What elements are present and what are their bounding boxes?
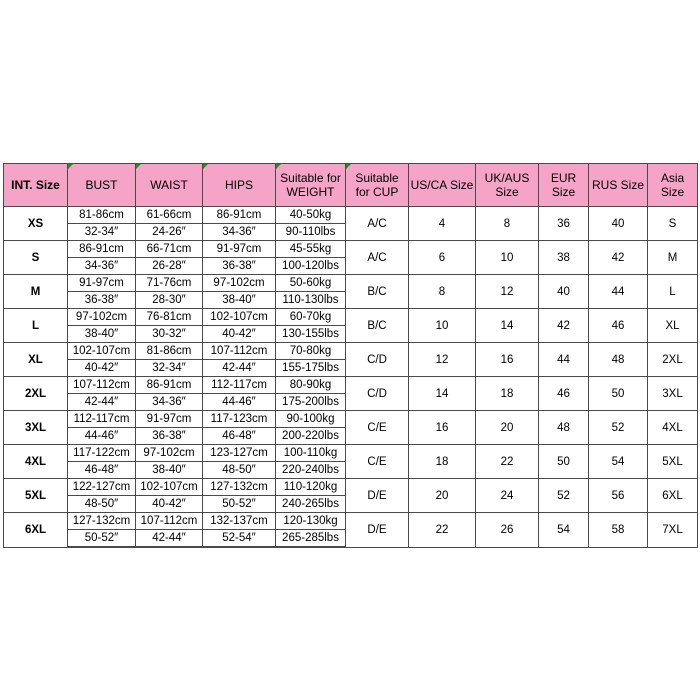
size-row-xl (4, 343, 698, 360)
hips-in-cell: 46-48″ (203, 428, 276, 445)
hips-cm-cell: 127-132cm (203, 479, 276, 496)
bust-in-cell: 36-38″ (68, 292, 136, 309)
column-header-label: Suitable for WEIGHT (280, 171, 341, 199)
eur-cell: 42 (539, 309, 589, 343)
size-row-m (4, 275, 698, 292)
bust-cm-cell: 122-127cm (68, 479, 136, 496)
size-row-s (4, 241, 698, 258)
hips-in-cell: 50-52″ (203, 496, 276, 513)
waist-cm-cell: 76-81cm (136, 309, 203, 326)
hips-cm-cell: 102-107cm (203, 309, 276, 326)
eur-cell: 40 (539, 275, 589, 309)
asia-cell: 5XL (648, 445, 698, 479)
weight-kg-cell: 110-120kg (276, 479, 346, 496)
green-corner-marker-icon (68, 164, 73, 169)
waist-in-cell: 36-38″ (136, 428, 203, 445)
column-header-waist (136, 164, 203, 207)
hips-cm-cell: 107-112cm (203, 343, 276, 360)
bust-cm-cell: 112-117cm (68, 411, 136, 428)
asia-cell: M (648, 241, 698, 275)
size-row-6xl (4, 513, 698, 530)
eur-cell: 36 (539, 207, 589, 241)
waist-in-cell: 30-32″ (136, 326, 203, 343)
waist-cm-cell: 102-107cm (136, 479, 203, 496)
weight-kg-cell: 50-60kg (276, 275, 346, 292)
cup-cell: C/D (346, 343, 409, 377)
cup-cell: C/D (346, 377, 409, 411)
eur-cell: 46 (539, 377, 589, 411)
column-header-hips (203, 164, 276, 207)
hips-in-cell: 48-50″ (203, 462, 276, 479)
weight-lbs-cell: 110-130lbs (276, 292, 346, 309)
rus-cell: 40 (589, 207, 648, 241)
column-header-label: UK/AUS Size (484, 171, 530, 199)
column-header-label: Suitable for CUP (355, 171, 399, 199)
waist-cm-cell: 71-76cm (136, 275, 203, 292)
eur-cell: 52 (539, 479, 589, 513)
column-header-uk-aus (476, 164, 539, 207)
hips-in-cell: 52-54″ (203, 530, 276, 548)
column-header-label: Asia Size (660, 171, 685, 199)
bust-cm-cell: 107-112cm (68, 377, 136, 394)
bust-in-cell: 32-34″ (68, 224, 136, 241)
bust-cm-cell: 127-132cm (68, 513, 136, 530)
weight-kg-cell: 45-55kg (276, 241, 346, 258)
hips-in-cell: 38-40″ (203, 292, 276, 309)
column-header-us-ca (409, 164, 476, 207)
bust-cm-cell: 81-86cm (68, 207, 136, 224)
waist-cm-cell: 107-112cm (136, 513, 203, 530)
us-ca-cell: 14 (409, 377, 476, 411)
green-corner-marker-icon (346, 164, 351, 169)
uk-aus-cell: 16 (476, 343, 539, 377)
asia-cell: 4XL (648, 411, 698, 445)
bust-in-cell: 46-48″ (68, 462, 136, 479)
cup-cell: C/E (346, 445, 409, 479)
waist-in-cell: 24-26″ (136, 224, 203, 241)
rus-cell: 54 (589, 445, 648, 479)
eur-cell: 50 (539, 445, 589, 479)
size-row-2xl (4, 377, 698, 394)
weight-kg-cell: 100-110kg (276, 445, 346, 462)
us-ca-cell: 8 (409, 275, 476, 309)
hips-cm-cell: 112-117cm (203, 377, 276, 394)
column-header-label: BUST (85, 178, 118, 192)
size-label: L (4, 309, 68, 343)
bust-in-cell: 40-42″ (68, 360, 136, 377)
waist-cm-cell: 91-97cm (136, 411, 203, 428)
waist-in-cell: 42-44″ (136, 530, 203, 548)
eur-cell: 48 (539, 411, 589, 445)
column-header-asia (648, 164, 698, 207)
column-header-weight (276, 164, 346, 207)
bust-in-cell: 48-50″ (68, 496, 136, 513)
hips-in-cell: 34-36″ (203, 224, 276, 241)
column-header-bust (68, 164, 136, 207)
eur-cell: 38 (539, 241, 589, 275)
us-ca-cell: 6 (409, 241, 476, 275)
weight-lbs-cell: 220-240lbs (276, 462, 346, 479)
cup-cell: B/C (346, 309, 409, 343)
bust-in-cell: 34-36″ (68, 258, 136, 275)
us-ca-cell: 4 (409, 207, 476, 241)
weight-lbs-cell: 265-285lbs (276, 530, 346, 548)
size-row-l (4, 309, 698, 326)
size-label: 6XL (4, 513, 68, 548)
size-row-xs (4, 207, 698, 224)
bust-in-cell: 42-44″ (68, 394, 136, 411)
hips-in-cell: 44-46″ (203, 394, 276, 411)
cup-cell: A/C (346, 241, 409, 275)
us-ca-cell: 18 (409, 445, 476, 479)
uk-aus-cell: 10 (476, 241, 539, 275)
waist-cm-cell: 66-71cm (136, 241, 203, 258)
waist-in-cell: 26-28″ (136, 258, 203, 275)
uk-aus-cell: 26 (476, 513, 539, 548)
cup-cell: B/C (346, 275, 409, 309)
bust-cm-cell: 102-107cm (68, 343, 136, 360)
column-header-label: EUR Size (550, 171, 577, 199)
bust-in-cell: 38-40″ (68, 326, 136, 343)
green-corner-marker-icon (276, 164, 281, 169)
uk-aus-cell: 22 (476, 445, 539, 479)
uk-aus-cell: 12 (476, 275, 539, 309)
hips-cm-cell: 97-102cm (203, 275, 276, 292)
size-label: 3XL (4, 411, 68, 445)
waist-cm-cell: 86-91cm (136, 377, 203, 394)
asia-cell: 2XL (648, 343, 698, 377)
size-label: 4XL (4, 445, 68, 479)
rus-cell: 42 (589, 241, 648, 275)
cup-cell: D/E (346, 479, 409, 513)
hips-cm-cell: 123-127cm (203, 445, 276, 462)
hips-in-cell: 42-44″ (203, 360, 276, 377)
weight-kg-cell: 60-70kg (276, 309, 346, 326)
us-ca-cell: 10 (409, 309, 476, 343)
weight-kg-cell: 120-130kg (276, 513, 346, 530)
uk-aus-cell: 14 (476, 309, 539, 343)
bust-in-cell: 44-46″ (68, 428, 136, 445)
bust-cm-cell: 117-122cm (68, 445, 136, 462)
eur-cell: 54 (539, 513, 589, 548)
waist-cm-cell: 81-86cm (136, 343, 203, 360)
rus-cell: 56 (589, 479, 648, 513)
weight-kg-cell: 70-80kg (276, 343, 346, 360)
hips-cm-cell: 91-97cm (203, 241, 276, 258)
waist-in-cell: 38-40″ (136, 462, 203, 479)
asia-cell: XL (648, 309, 698, 343)
weight-kg-cell: 90-100kg (276, 411, 346, 428)
size-label: XS (4, 207, 68, 241)
waist-cm-cell: 97-102cm (136, 445, 203, 462)
eur-cell: 44 (539, 343, 589, 377)
hips-cm-cell: 132-137cm (203, 513, 276, 530)
hips-in-cell: 40-42″ (203, 326, 276, 343)
size-label: M (4, 275, 68, 309)
cup-cell: D/E (346, 513, 409, 548)
hips-in-cell: 36-38″ (203, 258, 276, 275)
size-label: 2XL (4, 377, 68, 411)
cup-cell: C/E (346, 411, 409, 445)
us-ca-cell: 20 (409, 479, 476, 513)
rus-cell: 50 (589, 377, 648, 411)
uk-aus-cell: 18 (476, 377, 539, 411)
column-header-label: RUS Size (591, 178, 644, 192)
weight-lbs-cell: 130-155lbs (276, 326, 346, 343)
size-label: S (4, 241, 68, 275)
size-label: XL (4, 343, 68, 377)
green-corner-marker-icon (136, 164, 141, 169)
size-row-3xl (4, 411, 698, 428)
column-header-cup (346, 164, 409, 207)
waist-in-cell: 34-36″ (136, 394, 203, 411)
asia-cell: L (648, 275, 698, 309)
weight-lbs-cell: 100-120lbs (276, 258, 346, 275)
bust-in-cell: 50-52″ (68, 530, 136, 548)
asia-cell: 3XL (648, 377, 698, 411)
bust-cm-cell: 86-91cm (68, 241, 136, 258)
hips-cm-cell: 86-91cm (203, 207, 276, 224)
rus-cell: 58 (589, 513, 648, 548)
column-header-label: INT. Size (11, 178, 60, 192)
asia-cell: 6XL (648, 479, 698, 513)
weight-lbs-cell: 200-220lbs (276, 428, 346, 445)
us-ca-cell: 16 (409, 411, 476, 445)
weight-lbs-cell: 240-265lbs (276, 496, 346, 513)
bust-cm-cell: 91-97cm (68, 275, 136, 292)
column-header-rus (589, 164, 648, 207)
size-label: 5XL (4, 479, 68, 513)
header-row (4, 164, 698, 207)
rus-cell: 52 (589, 411, 648, 445)
column-header-label: HIPS (224, 178, 253, 192)
weight-kg-cell: 80-90kg (276, 377, 346, 394)
asia-cell: 7XL (648, 513, 698, 548)
green-corner-marker-icon (203, 164, 208, 169)
column-header-int-size (4, 164, 68, 207)
cup-cell: A/C (346, 207, 409, 241)
waist-in-cell: 40-42″ (136, 496, 203, 513)
rus-cell: 44 (589, 275, 648, 309)
size-row-4xl (4, 445, 698, 462)
weight-lbs-cell: 90-110lbs (276, 224, 346, 241)
weight-lbs-cell: 155-175lbs (276, 360, 346, 377)
size-row-5xl (4, 479, 698, 496)
uk-aus-cell: 24 (476, 479, 539, 513)
column-header-label: WAIST (150, 178, 188, 192)
us-ca-cell: 12 (409, 343, 476, 377)
rus-cell: 46 (589, 309, 648, 343)
waist-in-cell: 32-34″ (136, 360, 203, 377)
asia-cell: S (648, 207, 698, 241)
weight-kg-cell: 40-50kg (276, 207, 346, 224)
waist-in-cell: 28-30″ (136, 292, 203, 309)
uk-aus-cell: 20 (476, 411, 539, 445)
bust-cm-cell: 97-102cm (68, 309, 136, 326)
us-ca-cell: 22 (409, 513, 476, 548)
rus-cell: 48 (589, 343, 648, 377)
column-header-eur (539, 164, 589, 207)
uk-aus-cell: 8 (476, 207, 539, 241)
waist-cm-cell: 61-66cm (136, 207, 203, 224)
column-header-label: US/CA Size (410, 178, 474, 192)
size-chart-table (3, 163, 698, 548)
hips-cm-cell: 117-123cm (203, 411, 276, 428)
weight-lbs-cell: 175-200lbs (276, 394, 346, 411)
